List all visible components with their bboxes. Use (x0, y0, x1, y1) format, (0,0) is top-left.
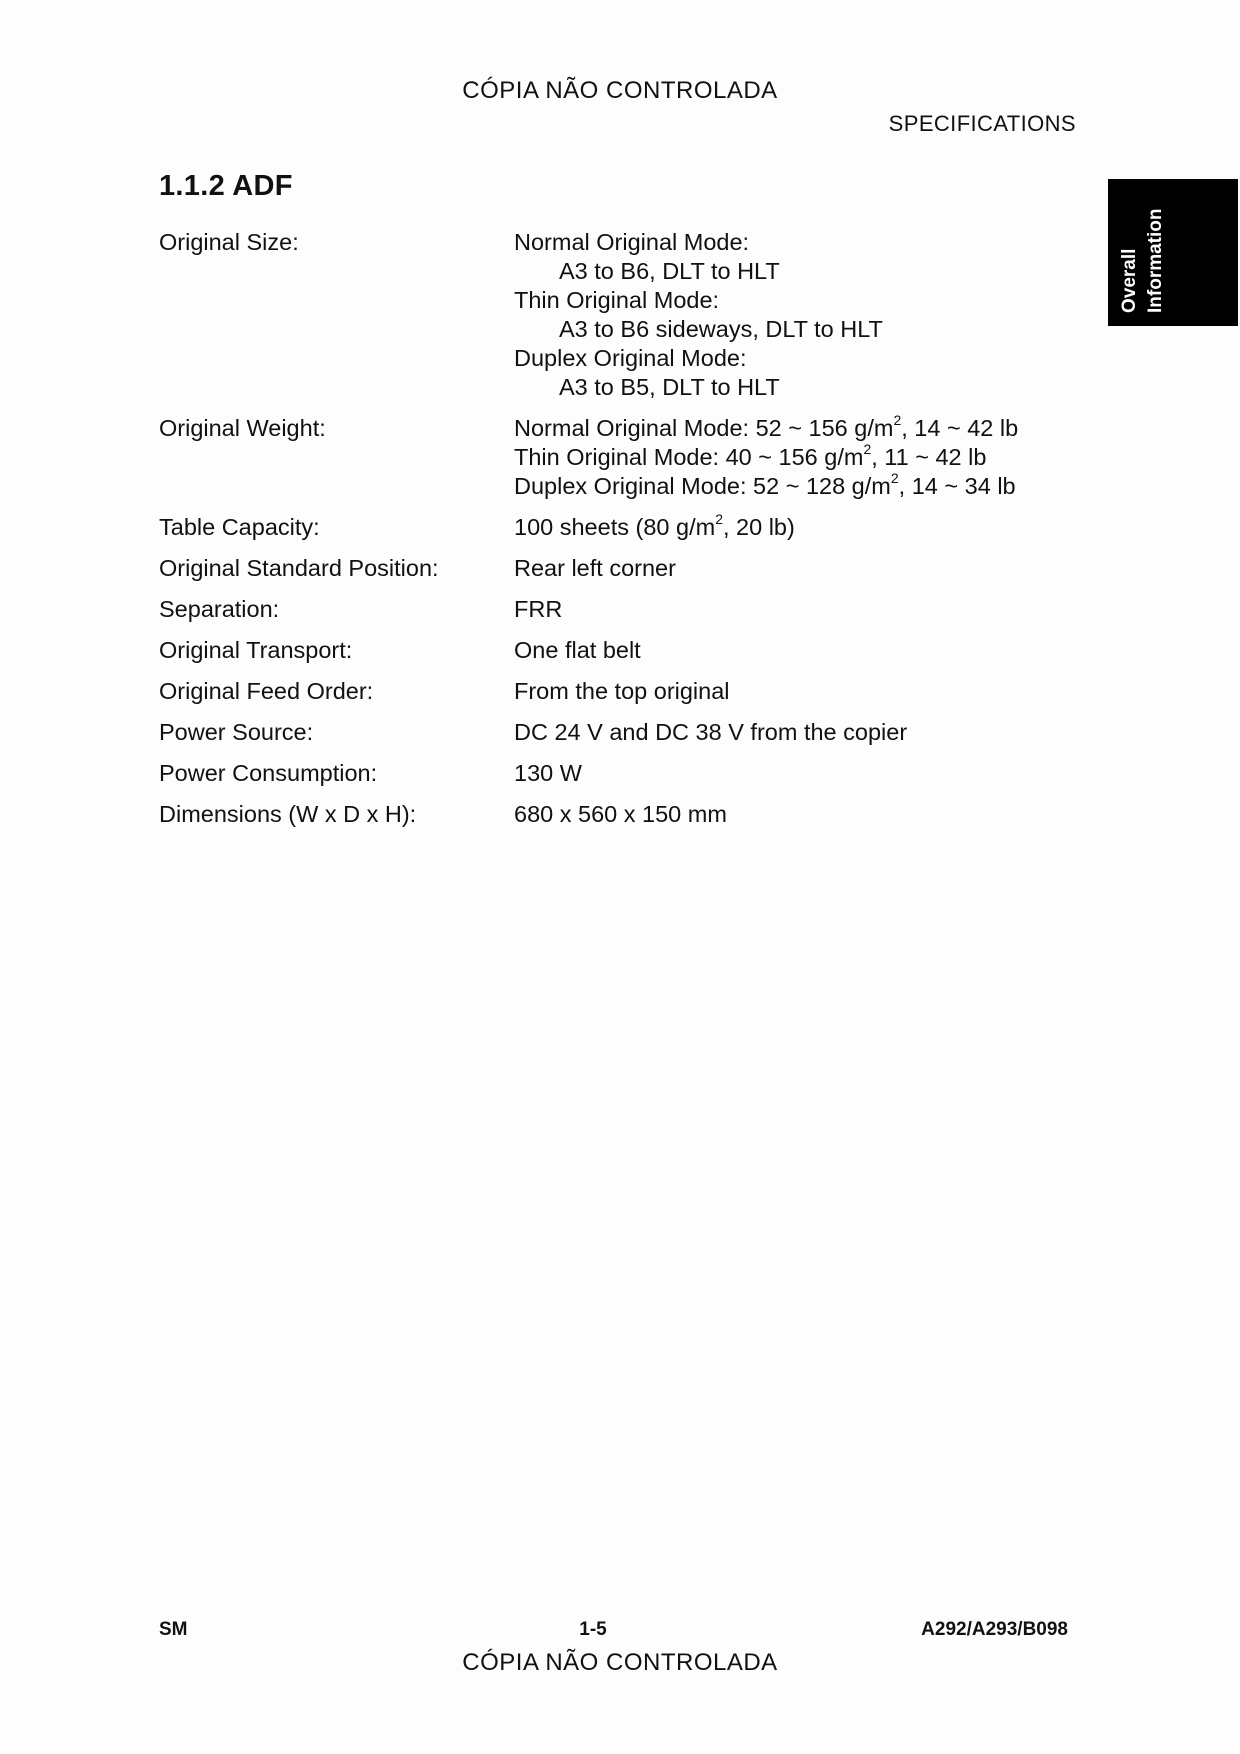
spec-label: Power Source: (159, 719, 314, 745)
spec-row-original-size (159, 228, 1079, 402)
spec-value: FRR (514, 596, 563, 622)
spec-row (159, 554, 1079, 595)
side-tab-line1: Overall (1119, 248, 1140, 313)
spec-table (159, 228, 1079, 841)
spec-row (159, 595, 1079, 636)
spec-label: Table Capacity: (159, 514, 320, 540)
spec-label: Original Standard Position: (159, 555, 439, 581)
footer-model-numbers: A292/A293/B098 (921, 1619, 1068, 1640)
spec-value: 680 x 560 x 150 mm (514, 801, 727, 827)
spec-label: Original Weight: (159, 415, 326, 441)
thin-mode-heading: Thin Original Mode: (514, 287, 720, 313)
spec-label: Separation: (159, 596, 280, 622)
weight-thin: Thin Original Mode: 40 ~ 156 $g/m^2$, 11 ~ 42 lb (514, 441, 987, 470)
spec-row (159, 800, 1079, 841)
spec-value (514, 228, 1079, 402)
watermark-top: CÓPIA NÃO CONTROLADA (462, 77, 778, 104)
spec-row-original-weight (159, 414, 1079, 501)
spec-value: Rear left corner (514, 555, 676, 581)
spec-label: Original Feed Order: (159, 678, 374, 704)
normal-mode-sizes: A3 to B6, DLT to HLT (559, 258, 780, 284)
spec-row (159, 718, 1079, 759)
spec-row (159, 759, 1079, 800)
watermark-bottom: CÓPIA NÃO CONTROLADA (462, 1649, 778, 1676)
spec-value: One flat belt (514, 637, 641, 663)
spec-value: DC 24 V and DC 38 V from the copier (514, 719, 908, 745)
spec-label: Original Transport: (159, 637, 353, 663)
normal-mode-heading: Normal Original Mode: (514, 229, 750, 255)
spec-row (159, 677, 1079, 718)
weight-duplex: Duplex Original Mode: 52 ~ 128 $g/m^2$, 14 ~ 34 lb (514, 470, 1016, 499)
thin-mode-sizes: A3 to B6 sideways, DLT to HLT (559, 316, 883, 342)
side-tab-label (1117, 195, 1173, 313)
spec-label: Dimensions (W x D x H): (159, 801, 417, 827)
footer-manual-code: SM (159, 1619, 188, 1640)
spec-row (159, 636, 1079, 677)
duplex-mode-sizes: A3 to B5, DLT to HLT (559, 374, 780, 400)
footer-page-number: 1-5 (579, 1619, 607, 1640)
spec-label: Power Consumption: (159, 760, 378, 786)
spec-value (514, 414, 1079, 501)
spec-value: From the top original (514, 678, 730, 704)
section-title: 1.1.2 ADF (159, 170, 293, 202)
running-head: SPECIFICATIONS (888, 111, 1076, 136)
weight-normal: Normal Original Mode: 52 ~ 156 $g/m^2$, 14 ~ 42 lb (514, 412, 1019, 441)
spec-row-table-capacity (159, 513, 1079, 554)
spec-value: 130 W (514, 760, 582, 786)
spec-value: 100 sheets (80 $g/m^2$, 20 lb) (514, 511, 795, 540)
side-tab (1108, 179, 1238, 326)
spec-label: Original Size: (159, 229, 299, 255)
side-tab-line2: Information (1145, 208, 1166, 313)
duplex-mode-heading: Duplex Original Mode: (514, 345, 747, 371)
